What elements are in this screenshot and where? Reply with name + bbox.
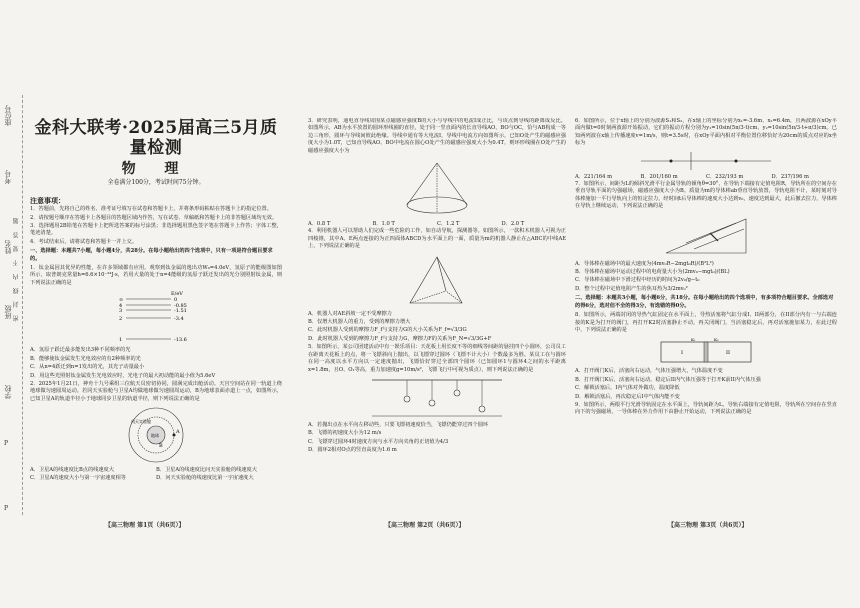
school-field: 学校 (4, 385, 12, 399)
option: A．0.8 T (308, 221, 331, 228)
option: C．导体棒在磁场中下滑过程中经历的时间为2v₀/g−t₀ (575, 277, 700, 284)
notice-item: 2．请按题号顺序在答题卡上各题目的答题区域内作答，写在试卷、草稿纸和答题卡上的非答题区域均无效。 (30, 214, 278, 221)
exam-title: 金科大联考·2025届高三5月质量检测 (34, 118, 278, 158)
option: B．能够使钛金属发生光电效应的有2种频率的光 (30, 355, 141, 362)
rail (694, 229, 744, 249)
level-n: 1 (119, 337, 123, 344)
page-2-column (308, 118, 566, 513)
question-8-text: 8．如图所示，两端封闭的导热气缸固定在水平面上，导热活塞将气缸分成I、II两部分，在II部分内有一与右端连接的K是为打开的阀门，再打开K2时活塞静止不动，再关闭阀门，当活塞稳定后，再对活塞施加某力，在此过程中，下列说法正确的是 (575, 312, 837, 333)
option: D．此时机器人受到的摩擦力F_f与支持力G，摩擦力F的关系为F_N=√3/3G+F (308, 335, 492, 342)
page-3-footer: 【高三物理 第3页（共6页）】 (668, 522, 748, 529)
page-1-footer: 【高三物理 第1页（共6页）】 (105, 522, 185, 529)
cone-wire-diagram (397, 157, 477, 219)
level-n: ∞ (119, 297, 124, 304)
option: A．机器人对AE斜坡一定不受摩擦力 (308, 310, 392, 317)
ring (479, 406, 485, 412)
energy-unit-label: E/eV (171, 291, 183, 298)
page-mark: P (4, 505, 9, 512)
option: B．201/160 m (640, 173, 678, 180)
rail (686, 223, 736, 243)
level-e: -13.6 (174, 337, 187, 344)
level-n: 2 (119, 316, 123, 323)
pyramid-diagram (402, 253, 472, 309)
section-2-title: 二、选择题：本题共3小题，每小题6分，共18分。在每小题给出的四个选项中，有多项符合题目要求。全部选对的得6分，选对但不全的得3分，有选错的得0分。 (575, 295, 834, 309)
page-1-column (30, 112, 282, 507)
point-b-label: B (159, 443, 163, 450)
level-e: -0.85 (174, 303, 187, 310)
notice-item: 4．考试结束后，请将试卷和答题卡一并上交。 (30, 238, 138, 245)
wire-bo (437, 163, 467, 205)
orbit-diagram (121, 405, 191, 465)
pyramid-edge (437, 257, 446, 291)
option: B．飞镖的初速度大小为12 m/s (308, 430, 382, 437)
orbit-label: 问天实验舱 (131, 419, 151, 425)
question-5-text: 5．如图所示，某公司团建活动中有一娱乐项目：天花板上用长度不等的细线等间距的悬挂四个小圆环，公司员工在距离天花板上的点，将一飞镖斜向上抛出，以飞镖穿过圆环（飞镖不计大小）个数最多为胜。某员工在与圆环在同一高度以水平方向以一定速度抛出，飞镖恰好穿过全部四个圆环（已知圆环1与圆环4之间的水平距离x=1.8m，且O、O₁等高，重力加速度g=10m/s²，飞镖飞行中可视为质点），则下列说法正确的是 (308, 344, 566, 373)
valve-k1-label: K₁ (691, 337, 696, 343)
level-n: 4 (119, 303, 123, 310)
class-field: 班级 (4, 305, 12, 319)
option: B．打开阀门K后，活塞向右运动，稳定后II内气体压强等于打开K前II内气体压强 (575, 376, 761, 383)
option: C．232/193 m (706, 173, 744, 180)
level-e: 0 (174, 297, 178, 304)
option: C．从n=4跃迁到n=1发出的光，其光子动量最小 (30, 364, 145, 371)
option: D．圆环2相对O点的竖直高度为1.6 m (308, 447, 397, 454)
option: B．导体棒在磁场中运动过程中的电荷量大小为(2mv₀−mgt₀)/(BL) (575, 269, 730, 276)
rings-diagram (362, 376, 512, 420)
question-2-text: 2．2025年1月21日，神舟十九号乘组三位航天员密切协同，圆满完成出舱活动。天宫空间站在同一轨道上绕地球做匀速圆周运动。若同天实验舱与卫星A均做地球做匀速圆周运动，B为地球表面赤道上一点，如图所示，已知卫星A的轨道半径小于地球同步卫星的轨道半径，则下列说法正确的是 (30, 380, 282, 402)
question-3-text: 3．研究表明，通电直导线周围某点磁感应强度B的大小与导线中的电流I成正比，与该点到导线的距离成反比。如图所示，AB为水平放置的圆环形线圈的直径，处于同一竖直面内的长直导线AO、BO与OC，恰与AB构成一等边三角形，圆环与导线间彼此绝缘。导线中通有等大电流I，导线中电流方向如图所示，已知O处产生的磁感应强度大小为1.0T，已知直导线AO、BO中电流在圆心O处产生的磁感应强度大小为0.4T，则环形线圈在O处产生的磁感应强度大小为 (308, 118, 566, 154)
source-s1 (670, 159, 673, 162)
binding-strip (0, 95, 23, 515)
option: D．问天实验舱的线速度比第一宇宙速度大 (156, 474, 254, 481)
level-n: 3 (119, 308, 123, 315)
level-e: -3.4 (174, 316, 184, 323)
notice-title: 注意事项： (30, 195, 65, 205)
wave-axis-diagram (636, 150, 776, 172)
option: C．卫星A的速度大小与第一宇宙速度相等 (30, 474, 126, 481)
earth-label: 地球 (151, 433, 159, 439)
exam-no-field: 考号 (4, 170, 12, 184)
option: A．若抛出点在水平向左移动些，只要飞镖初速度恰当，飞镖仍能穿过四个圆环 (308, 421, 489, 428)
page-mark: P (4, 440, 9, 447)
question-9-text: 9．如图所示，两根平行光滑导轨固定在水平面上，导轨间距为L，导轨右端接有定值电阻，导轨所在空间存在竖直向下的匀强磁场，一导体棒在外力作用下由静止开始运动，下列说法正确的是 (575, 401, 837, 416)
option: B．仅增大机器人的重力，受到的摩擦力增大 (308, 319, 411, 326)
question-4-text: 4．利用机器人可以帮助人们完成一些危险的工作，如自动导航，探测器等。如图所示，一款积木机器人可视为正四棱锥，其中A、E两点连接的为正四面体ABCD为水平面上的一面，质量为m的机器人静止在△ABC的中线AE上，下列说法正确的是 (308, 228, 566, 250)
energy-level-diagram (111, 289, 201, 345)
options-row (575, 174, 837, 181)
option: B．卫星A的线速度比问天实验舱的线速度大 (156, 467, 257, 474)
option: D．解锁活塞后，再次稳定后I中气体内能不变 (575, 393, 680, 400)
option: B．1.0 T (372, 221, 395, 228)
wire-ao (407, 163, 437, 205)
piston (704, 342, 708, 362)
pyramid-face (410, 257, 462, 303)
pyramid-edge (446, 291, 462, 303)
option: A．卫星A的线速度比B点的线速度大 (30, 467, 114, 474)
option: A．221/164 m (575, 173, 613, 180)
question-1-text: 1．钛金属因其优异的性能，在许多领域都有应用。观察到钛金属的逸出功W₀=4.0eV，氢原子的能级图如图所示，取普朗克常量h=6.6×10⁻³⁴J·s，若用大量的处于n=4能级的氢原子跃迁发出的光分别照射钛金属，则下列说法正确的是 (30, 265, 282, 286)
cylinder-diagram (646, 336, 766, 366)
seal-line-text: 密 封 线 内 不 要 答 题 (13, 215, 20, 322)
part-2-label: II (726, 350, 730, 357)
page-3-column (575, 118, 837, 513)
valve-k2-label: K₂ (714, 337, 719, 343)
seat-field: 座位号 (4, 105, 12, 126)
level-e: -1.51 (174, 308, 187, 315)
section-1-title: 一、选择题：本题共7小题，每小题4分，共28分。在每小题给出的四个选项中，只有一项是符合题目要求的。 (30, 248, 273, 262)
incline-rail-diagram (646, 213, 766, 259)
notice-item: 1．答题前，先将自己的姓名、准考证号填写在试卷和答题卡上，并将条形码粘贴在答题卡上的指定位置。 (30, 206, 272, 213)
satellite-a-label: A (176, 429, 180, 436)
option: D．用这些光照射钛金属发生光电效应时，光电子的最大初动能的最小值为5.6eV (30, 372, 216, 379)
conductor-rod (710, 233, 718, 241)
ring (454, 390, 460, 396)
ring (429, 400, 435, 406)
exam-meta: 全卷满分100分，考试时间75分钟。 (107, 179, 205, 187)
subject-title: 物 理 (121, 161, 191, 177)
source-s2 (735, 159, 738, 162)
option: C．解锁活塞后，I内气体对外做功，温度降低 (575, 385, 680, 392)
option: D．整个过程中定值电阻产生的焦耳热为3/2mv₀² (575, 285, 688, 292)
question-7-text: 7．如图所示，间距为L的倾斜光滑平行金属导轨的倾角θ=30°，在导轨下端接有定值电阻R，导轨所在的空间存在垂直导轨平面的匀强磁场，磁感应强度大小为B。质量为m的导体棒ab垂直导轨放置，导轨电阻不计，某时刻对导体棒施加一平行导轨向上的恒定拉力，经时间t后导体棒的速度大小达到v₀，速度达到最大，此后撤去拉力，导体棒在导轨上继续运动，下列说法正确的是 (575, 181, 837, 210)
option: A．打开阀门K后，活塞向右运动，气体压强增大，气体温度不变 (575, 368, 723, 375)
option: C．飞镖穿过圆环4时速度方向与水平方向夹角的正切值为4/3 (308, 438, 449, 445)
option: D．2.0 T (501, 221, 525, 228)
option: C．此时机器人受到的摩擦力F_f与支持力G的大小关系为F_f=√3/3G (308, 327, 467, 334)
page-2-footer: 【高三物理 第2页（共6页）】 (385, 522, 465, 529)
option: C．1.2 T (437, 221, 460, 228)
part-1-label: I (681, 350, 683, 357)
option: A．氢原子跃迁最多能发出3种不同频率的光 (30, 347, 131, 354)
ring (404, 396, 410, 402)
option: D．237/196 m (771, 173, 809, 180)
name-field: 姓名 (4, 240, 12, 254)
option: A．导体棒在磁场中的最大速度为(4mv₀R−2mgt₀R)/(B²L²) (575, 260, 714, 267)
notice-item: 3．选择题用2B铅笔在答题卡上把所选答案的标号涂黑；非选择题用黑色签字笔在答题卡上作答；字体工整，笔迹清楚。 (30, 223, 282, 237)
options-grid (30, 467, 282, 482)
question-6-text: 6．如图所示，位于x轴上的分别为波源S₁和S₂，在x轴上的坐标分别为x₁=-3.6m、x₂=6.4m，且两波源在xOy平面内做t=0时刻两波源开始振动，它们的振动方程分别为y₁=10sin(5π/3·t)cm、y₂=10sin(5π/3·t+π/3)cm。已知两列波在x轴上传播速度v=1m/s，则t=3.5s时，在xOy平面内相对平衡位置位移恰好为20cm的质点对应的x坐标为 (575, 118, 837, 147)
pyramid-edge (410, 291, 446, 303)
